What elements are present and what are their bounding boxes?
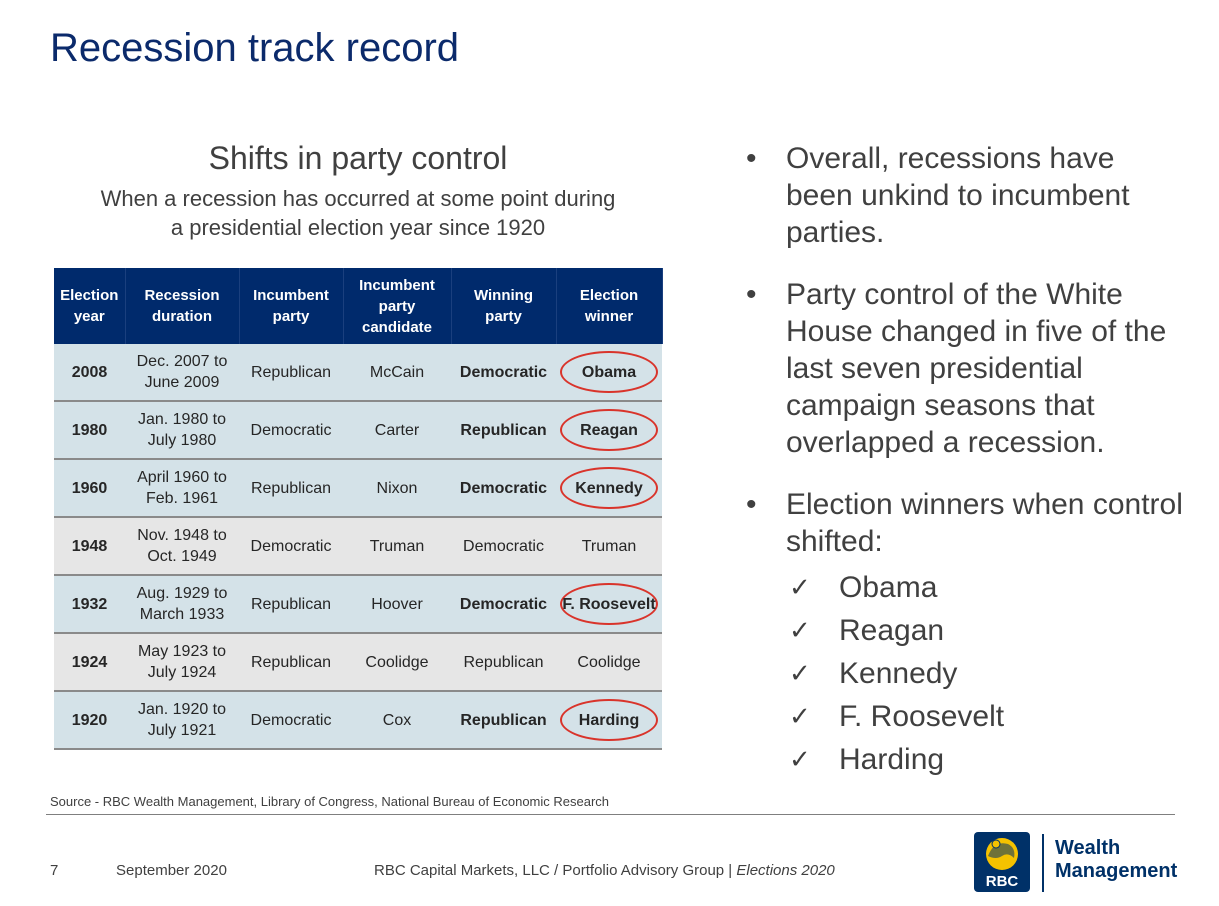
key-points [746,140,1186,806]
recession-duration [125,401,239,459]
duration-line: March 1933 [139,606,225,623]
winner-name: Kennedy [575,479,643,497]
column-header-line: Incumbent [359,276,435,294]
table-subtitle-line: When a recession has occurred at some point during [100,186,616,211]
checklist-label: Obama [839,571,938,604]
logo-wordmark [1055,837,1177,883]
incumbent-party: Democratic [239,691,343,749]
incumbent-candidate: Coolidge [343,633,451,691]
election-year: 1980 [54,401,125,459]
table-row [54,691,662,749]
bullet-text: Overall, recessions have been unkind to incumbent parties. [786,142,1130,249]
bullet-text: Election winners when control shifted: [786,488,1183,558]
election-winner [556,401,662,459]
checkmark-icon: ✓ [789,744,811,774]
checkmark-icon: ✓ [789,658,811,688]
bullet-item [746,276,1186,461]
election-winner [556,344,662,401]
incumbent-party: Republican [239,633,343,691]
election-winner [556,517,662,575]
table-subtitle-line: a presidential election year since 1920 [170,215,546,240]
checkmark-icon: ✓ [789,572,811,602]
incumbent-party: Democratic [239,517,343,575]
recession-duration [125,517,239,575]
bullet-item [746,140,1186,251]
election-year: 1960 [54,459,125,517]
column-header [54,268,125,344]
election-year: 2008 [54,344,125,401]
checklist-item [786,652,1186,695]
election-year: 1920 [54,691,125,749]
election-winner [556,459,662,517]
incumbent-candidate: Carter [343,401,451,459]
election-year: 1948 [54,517,125,575]
incumbent-party: Democratic [239,401,343,459]
checkmark-icon: ✓ [789,615,811,645]
winning-party: Democratic [451,344,556,401]
duration-line: May 1923 to [137,643,227,660]
recession-duration [125,344,239,401]
column-header-line: Incumbent [253,287,329,304]
duration-line: Jan. 1980 to [137,411,227,428]
duration-line: July 1980 [147,432,217,449]
incumbent-candidate: McCain [343,344,451,401]
recession-duration [125,575,239,633]
winner-name: Obama [581,363,637,381]
column-header-line: winner [584,308,634,325]
footer-divider [46,814,1175,815]
winning-party: Republican [451,633,556,691]
table-subtitle [54,184,662,242]
logo-divider [1042,834,1044,892]
page-number: 7 [50,862,59,879]
table-row [54,633,662,691]
checklist-label: F. Roosevelt [839,700,1005,733]
duration-line: Jan. 1920 to [137,701,227,718]
table-header-row [54,268,662,344]
column-header-line: Winning [473,287,533,304]
footer-date: September 2020 [116,862,227,879]
winner-name: Coolidge [577,653,641,671]
column-header-line: party [272,308,310,325]
column-header [239,268,343,344]
incumbent-party: Republican [239,459,343,517]
bullet-marker: • [746,142,757,175]
bullet-text: Party control of the White House changed in five of the last seven presidential campaign seasons that overlapped a recession. [786,278,1167,459]
logo-line-1: Wealth [1055,837,1121,859]
winner-name: Reagan [580,421,638,439]
incumbent-candidate: Cox [343,691,451,749]
recession-table [54,268,663,750]
footer-center [374,862,835,879]
rbc-lion-logo [974,832,1030,892]
bullet-marker: • [746,488,757,521]
duration-line: April 1960 to [137,469,227,486]
winners-checklist [786,566,1186,781]
winning-party: Democratic [451,575,556,633]
column-header-line: party [378,297,416,315]
incumbent-candidate: Truman [343,517,451,575]
page-title: Recession track record [50,26,460,70]
bullet-item [746,486,1186,781]
checklist-label: Harding [839,743,945,776]
winner-name: Harding [578,711,640,729]
column-header-line: Election [579,287,639,304]
checklist-item [786,566,1186,609]
election-winner [556,633,662,691]
column-header-line: Recession [144,287,220,304]
table-title: Shifts in party control [208,140,508,176]
checklist-label: Reagan [839,614,945,647]
table-body [54,344,662,749]
duration-line: July 1921 [147,722,217,739]
incumbent-party: Republican [239,575,343,633]
duration-line: Oct. 1949 [147,548,217,565]
footer-series: Elections 2020 [736,862,835,879]
incumbent-party: Republican [239,344,343,401]
bullet-marker: • [746,278,757,311]
footer-publisher: RBC Capital Markets, LLC / Portfolio Advisory Group | [374,862,737,879]
winner-name: F. Roosevelt [562,595,656,613]
checklist-item [786,738,1186,781]
duration-line: July 1924 [147,664,217,681]
winner-name: Truman [581,537,637,555]
column-header-line: candidate [361,318,433,336]
checklist-label: Kennedy [839,657,958,690]
column-header [125,268,239,344]
table-row [54,459,662,517]
election-year: 1924 [54,633,125,691]
election-winner [556,575,662,633]
election-year: 1932 [54,575,125,633]
winning-party: Republican [451,401,556,459]
duration-line: June 2009 [144,374,220,391]
logo-mark-text: RBC [985,873,1019,890]
column-header [451,268,556,344]
rbc-lion-icon [974,832,1030,892]
election-winner [556,691,662,749]
column-header-line: Election [60,287,119,304]
checklist-item [786,695,1186,738]
duration-line: Dec. 2007 to [136,353,228,370]
column-header-line: year [73,308,105,325]
table-row [54,401,662,459]
winning-party: Republican [451,691,556,749]
table-row [54,575,662,633]
recession-duration [125,633,239,691]
incumbent-candidate: Nixon [343,459,451,517]
duration-line: Nov. 1948 to [137,527,227,544]
winning-party: Democratic [451,517,556,575]
column-header [343,268,451,344]
checklist-item [786,609,1186,652]
table-row [54,517,662,575]
duration-line: Aug. 1929 to [136,585,228,602]
checkmark-icon: ✓ [789,701,811,731]
duration-line: Feb. 1961 [145,490,219,507]
table-row [54,344,662,401]
column-header-line: party [485,308,522,325]
column-header [556,268,662,344]
recession-duration [125,459,239,517]
winning-party: Democratic [451,459,556,517]
incumbent-candidate: Hoover [343,575,451,633]
logo-line-2: Management [1055,860,1178,882]
source-note: Source - RBC Wealth Management, Library of Congress, National Bureau of Economic Research [50,794,610,809]
recession-duration [125,691,239,749]
column-header-line: duration [152,308,212,325]
